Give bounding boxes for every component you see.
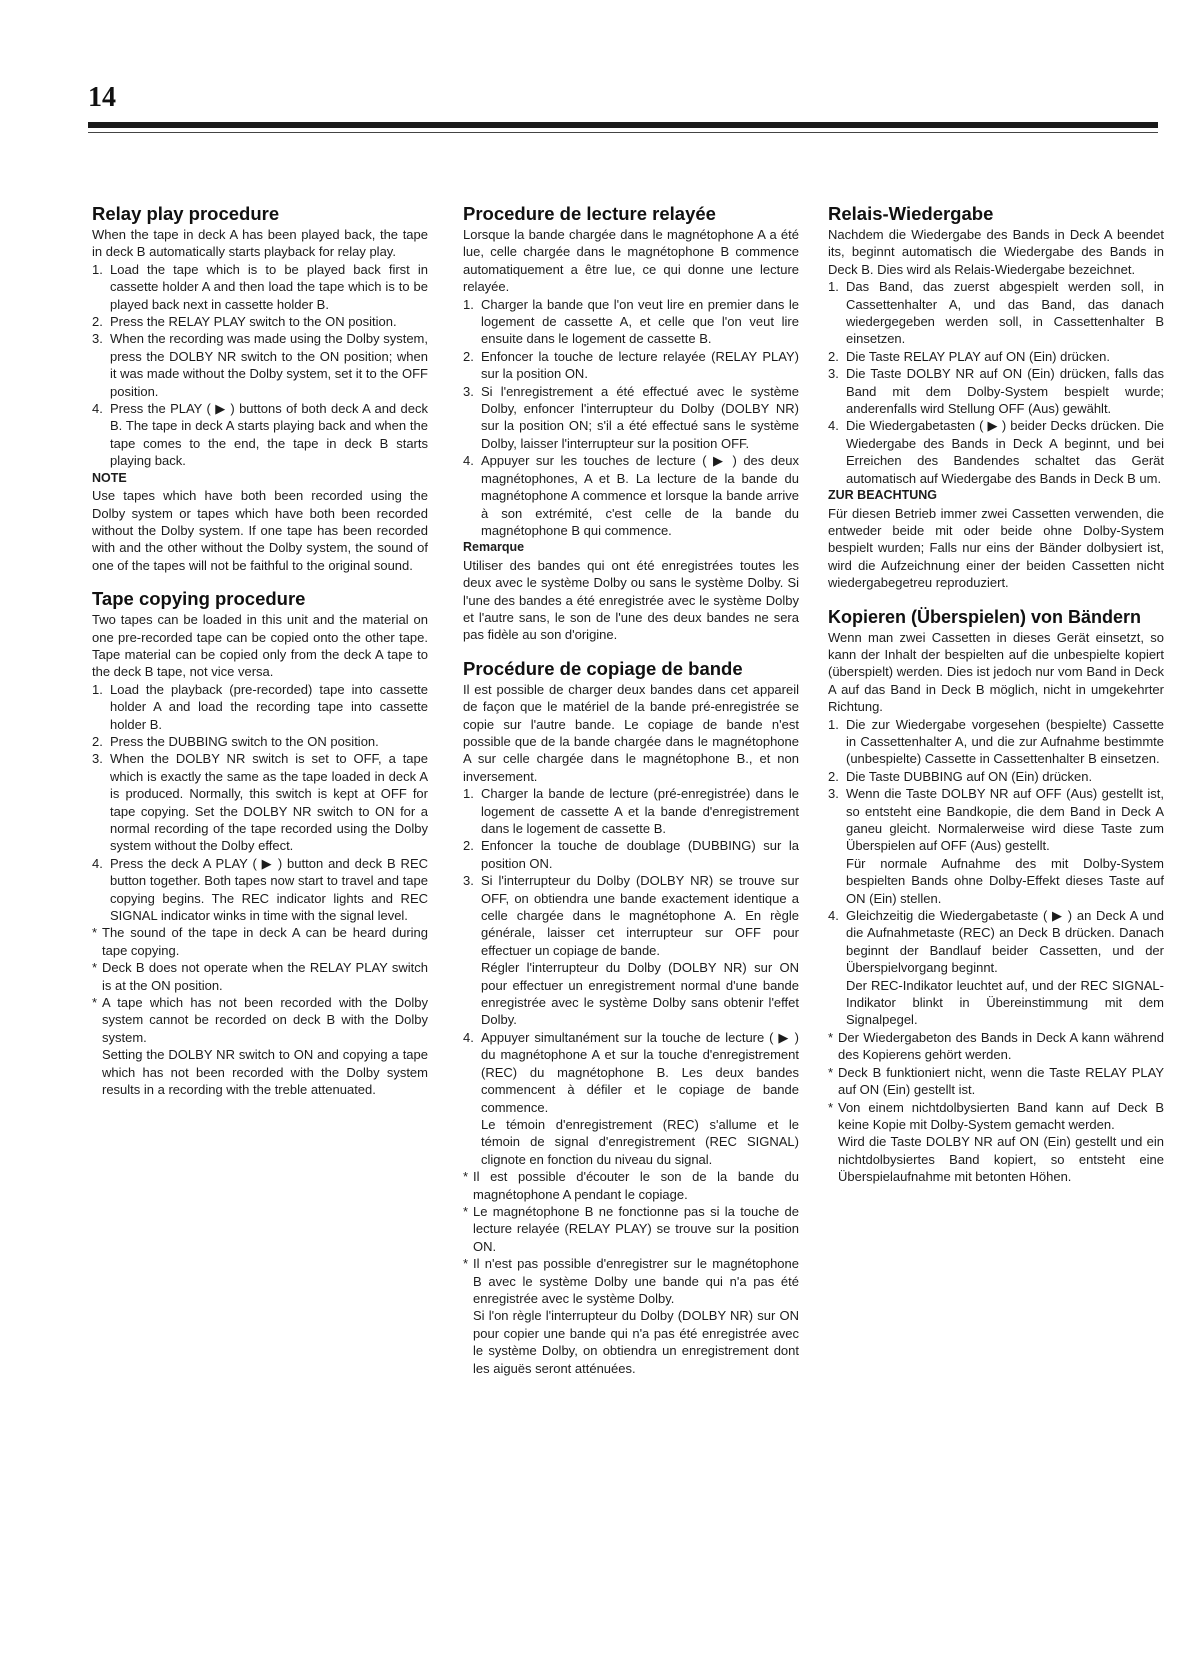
- section-title: Kopieren (Überspielen) von Bändern: [828, 606, 1142, 627]
- bullet-mark: *: [463, 1203, 469, 1219]
- list-item: [92, 261, 428, 313]
- step-text: Load the playback (pre-recorded) tape into cassette holder A and load the recording tape into cassette holder B.: [110, 681, 428, 732]
- relay-section: [463, 203, 799, 644]
- list-item: [92, 681, 428, 733]
- intro-text: When the tape in deck A has been played back, the tape in deck B automatically starts playback for relay play.: [92, 227, 428, 260]
- copy-section: [92, 588, 428, 1098]
- section-title: Relais-Wiedergabe: [828, 203, 994, 224]
- bullet-mark: *: [92, 925, 98, 941]
- column-french: [463, 203, 799, 1391]
- steps-list: [92, 681, 428, 925]
- step-number: 4.: [92, 401, 103, 417]
- step-text: Press the DUBBING switch to the ON position.: [110, 733, 379, 749]
- bullet-extra: Si l'on règle l'interrupteur du Dolby (DOLBY NR) sur ON pour copier une bande qui n'a pas été enregistrée avec le système Dolby, on obtiendra un enregistrement dont les aiguës seront atténuées.: [473, 1308, 799, 1376]
- steps-list: [828, 716, 1164, 1029]
- column-german: [828, 203, 1164, 1200]
- note-text: Utiliser des bandes qui ont été enregistrées toutes les deux avec le système Dolby ou sans le système Dolby. Si l'une des bandes a été enregistrée avec le système Dolby et l'autre sans, le son de l'une des deux bandes ne sera pas fidèle au son d'origine.: [463, 557, 799, 643]
- bullet-text: Von einem nichtdolbysierten Band kann auf Deck B keine Kopie mit Dolby-System gemacht werden. Wird die Taste DOLBY NR auf ON (Ein) gestellt und ein nichtdolbysiertes Band kopiert, so entsteht eine Überspielaufnahme mit betonten Höhen.: [838, 1099, 1164, 1185]
- step-extra: Für normale Aufnahme des mit Dolby-System bespielten Bands ohne Dolby-Effekt dieses Taste auf ON (Ein) stellen.: [846, 855, 1164, 906]
- list-item: [463, 1203, 799, 1255]
- bullet-text: The sound of the tape in deck A can be heard during tape copying.: [102, 925, 428, 958]
- step-text: Die Taste DUBBING auf ON (Ein) drücken.: [846, 768, 1093, 784]
- list-item: [463, 837, 799, 872]
- step-text: Wenn die Taste DOLBY NR auf OFF (Aus) gestellt ist, so entsteht eine Bandkopie, die dem Band in Deck A ganeu gleicht. Normalerweise wird diese Taste zum Überspielen auf OFF (Aus) gestellt. Für normale Aufnahme des mit Dolby-System bespielten Bands ohne Dolby-Effekt dieses Taste auf ON (Ein) stellen.: [846, 786, 1164, 906]
- step-number: 2.: [828, 768, 839, 784]
- step-text: Charger la bande de lecture (pré-enregistrée) dans le logement de cassette A et la bande d'enregistrement dans le logement de cassette B.: [481, 786, 799, 836]
- bullet-extra: Setting the DOLBY NR switch to ON and copying a tape which has not been recorded with the Dolby system results in a recording with the treble attenuated.: [102, 1047, 428, 1098]
- note-heading: ZUR BEACHTUNG: [828, 488, 938, 503]
- intro-text: Il est possible de charger deux bandes dans cet appareil de façon que le matériel de la bande pré-enregistrée se copie sur l'autre bande. Le copiage de bande n'est possible que de la bande chargée dans le magnétophone A sur celle chargée dans le magnétophone B., et non inversement.: [463, 681, 799, 784]
- relay-section: [92, 203, 428, 574]
- list-item: [92, 733, 428, 750]
- list-item: [463, 1168, 799, 1203]
- header-rule-thin: [88, 132, 1158, 133]
- step-text: Die zur Wiedergabe vorgesehen (bespielte) Cassette in Cassettenhalter A, und die zur Aufnahme bestimmte (unbespielte) Cassette in Cassettenhalter B einsetzen.: [846, 716, 1164, 767]
- bullet-text: Le magnétophone B ne fonctionne pas si la touche de lecture relayée (RELAY PLAY) se trouve sur la position ON.: [473, 1203, 799, 1254]
- bullet-mark: *: [828, 1029, 834, 1045]
- bullet-mark: *: [828, 1099, 834, 1115]
- step-number: 2.: [828, 348, 839, 364]
- step-number: 1.: [463, 786, 474, 802]
- bullet-mark: *: [92, 960, 98, 976]
- bullet-text: Deck B funktioniert nicht, wenn die Taste RELAY PLAY auf ON (Ein) gestellt ist.: [838, 1064, 1164, 1098]
- section-title: Tape copying procedure: [92, 588, 306, 610]
- bullet-text: Il est possible d'écouter le son de la bande du magnétophone A pendant le copiage.: [473, 1169, 799, 1202]
- step-number: 1.: [92, 681, 103, 697]
- bullet-mark: *: [92, 995, 98, 1011]
- list-item: [463, 872, 799, 1029]
- bullets-list: [463, 1168, 799, 1377]
- step-extra: Der REC-Indikator leuchtet auf, und der REC SIGNAL-Indikator blinkt in Übereinstimmung mit dem Signalpegel.: [846, 977, 1164, 1028]
- intro-text: Lorsque la bande chargée dans le magnétophone A a été lue, celle chargée dans le magnétophone B commence automatiquement a être lue, ce qui donne une lecture relayée.: [463, 227, 799, 295]
- step-number: 3.: [463, 383, 474, 399]
- bullet-mark: *: [463, 1169, 469, 1185]
- step-text: Appuyer simultanément sur la touche de lecture ( ▶ ) du magnétophone A et sur la touche d'enregistrement (REC) du magnétophone B. Les deux bandes commencent à défiler et le copiage de bande commence. Le témoin d'enregistrement (REC) s'allume et le témoin de signal d'enregistrement (REC SIGNAL) clignote en fonction du niveau du signal.: [481, 1029, 799, 1167]
- step-number: 1.: [92, 261, 103, 277]
- step-number: 4.: [828, 908, 839, 924]
- intro-text: Two tapes can be loaded in this unit and the material on one pre-recorded tape can be copied onto the other tape. Tape material can be copied only from the deck A tape to the deck B tape, not vice versa.: [92, 612, 428, 680]
- list-item: [92, 400, 428, 470]
- steps-list: [92, 261, 428, 470]
- steps-list: [828, 278, 1164, 487]
- bullets-list: [828, 1029, 1164, 1186]
- list-item: [463, 1255, 799, 1377]
- section-title: Procedure de lecture relayée: [463, 203, 716, 224]
- bullet-text: A tape which has not been recorded with the Dolby system cannot be recorded on deck B with the Dolby system. Setting the DOLBY NR switch to ON and copying a tape which has not been recorded with the Dolby system results in a recording with the treble attenuated.: [102, 995, 428, 1098]
- list-item: [828, 417, 1164, 487]
- list-item: [828, 785, 1164, 907]
- step-text: Das Band, das zuerst abgespielt werden soll, in Cassettenhalter A, und das Band, das danach wiedergegeben werden soll, in Cassettenhalter B einsetzen.: [846, 279, 1164, 347]
- step-text: Die Taste RELAY PLAY auf ON (Ein) drücken.: [846, 348, 1110, 364]
- step-text: Die Taste DOLBY NR auf ON (Ein) drücken, falls das Band mit dem Dolby-System bespielt wurde; anderenfalls wird Stellung OFF (Aus) gewählt.: [846, 366, 1164, 417]
- list-item: [463, 785, 799, 837]
- step-number: 4.: [92, 855, 103, 871]
- bullets-list: [92, 924, 428, 1098]
- list-item: [463, 383, 799, 453]
- step-text: Press the PLAY ( ▶ ) buttons of both deck A and deck B. The tape in deck A starts playing back and when the tape comes to the end, the tape in deck B starts playing back.: [110, 401, 428, 469]
- list-item: [828, 907, 1164, 1029]
- step-extra: Le témoin d'enregistrement (REC) s'allume et le témoin de signal d'enregistrement (REC SIGNAL) clignote en fonction du niveau du signal.: [481, 1116, 799, 1167]
- section-title: Procédure de copiage de bande: [463, 657, 743, 679]
- step-number: 1.: [463, 296, 474, 312]
- copy-section: [463, 658, 799, 1377]
- list-item: [828, 1099, 1164, 1186]
- step-extra: Régler l'interrupteur du Dolby (DOLBY NR) sur ON pour effectuer un enregistrement normal d'une bande enregistrée avec le système Dolby sans obtenir l'effet Dolby.: [481, 960, 799, 1028]
- step-text: Enfoncer la touche de lecture relayée (RELAY PLAY) sur la position ON.: [481, 348, 799, 382]
- list-item: [92, 924, 428, 959]
- step-number: 4.: [463, 1029, 474, 1045]
- list-item: [463, 452, 799, 539]
- bullet-extra: Wird die Taste DOLBY NR auf ON (Ein) gestellt und ein nichtdolbysiertes Band kopiert, so entsteht eine Überspielaufnahme mit betonten Höhen.: [838, 1134, 1164, 1185]
- step-text: Charger la bande que l'on veut lire en premier dans le logement de cassette A, et celle que l'on veut lire ensuite dans le logement de cassette B.: [481, 296, 799, 347]
- step-number: 2.: [92, 733, 103, 749]
- step-number: 1.: [828, 279, 839, 295]
- list-item: [92, 750, 428, 854]
- step-number: 2.: [463, 838, 474, 854]
- step-number: 3.: [463, 873, 474, 889]
- step-text: When the recording was made using the Dolby system, press the DOLBY NR switch to the ON position; when it was made without the Dolby system, set it to the OFF position.: [110, 331, 428, 399]
- list-item: [92, 959, 428, 994]
- list-item: [828, 1064, 1164, 1099]
- step-text: Load the tape which is to be played back first in cassette holder A and then load the tape which is to be played back next in cassette holder B.: [110, 261, 428, 312]
- list-item: [463, 1029, 799, 1168]
- step-number: 3.: [828, 366, 839, 382]
- step-text: Gleichzeitig die Wiedergabetaste ( ▶ ) an Deck A und die Aufnahmetaste (REC) an Deck B drücken. Danach beginnt der Bandlauf beider Cassetten, und der Überspielvorgang beginnt. Der REC-Indikator leuchtet auf, und der REC SIGNAL-Indikator blinkt in Übereinstimmung mit dem Signalpegel.: [846, 908, 1164, 1028]
- list-item: [828, 768, 1164, 785]
- steps-list: [463, 296, 799, 540]
- note-text: Für diesen Betrieb immer zwei Cassetten verwenden, die entweder beide mit oder beide ohne Dolby-System bespielt wurden; Falls nur eins der Bänder dolbysiert ist, wird die Aufzeichnung einer der beiden Cassetten nicht wiedergabegetreu reproduziert.: [828, 505, 1164, 591]
- step-text: When the DOLBY NR switch is set to OFF, a tape which is exactly the same as the tape loaded in deck A is produced. Normally, this switch is kept at OFF for tape copying. Set the DOLBY NR switch to ON for a normal recording of the tape recorded using the Dolby system without the Dolby effect.: [110, 751, 428, 854]
- section-title: Relay play procedure: [92, 203, 280, 224]
- bullet-mark: *: [828, 1064, 834, 1080]
- list-item: [463, 296, 799, 348]
- list-item: [463, 348, 799, 383]
- list-item: [92, 994, 428, 1098]
- list-item: [92, 313, 428, 330]
- step-number: 3.: [92, 751, 103, 767]
- step-text: Si l'interrupteur du Dolby (DOLBY NR) se trouve sur OFF, on obtiendra une bande exactement identique a celle chargée dans le magnétophone A. En règle générale, laisser cet interrupteur sur OFF pour effectuer un copiage de bande. Régler l'interrupteur du Dolby (DOLBY NR) sur ON pour effectuer un enregistrement normal d'une bande enregistrée avec le système Dolby sans obtenir l'effet Dolby.: [481, 873, 799, 1028]
- step-number: 4.: [463, 453, 474, 469]
- list-item: [828, 348, 1164, 365]
- bullet-text: Deck B does not operate when the RELAY PLAY switch is at the ON position.: [102, 960, 428, 993]
- column-english: [92, 203, 428, 1113]
- steps-list: [463, 785, 799, 1168]
- intro-text: Nachdem die Wiedergabe des Bands in Deck A beendet its, beginnt automatisch die Wiedergabe des Bands in Deck B. Dies wird als Relais-Wiedergabe bezeichnet.: [828, 227, 1164, 277]
- list-item: [828, 1029, 1164, 1064]
- step-number: 2.: [463, 348, 474, 364]
- step-number: 1.: [828, 716, 839, 732]
- list-item: [828, 278, 1164, 348]
- bullet-text: Der Wiedergabeton des Bands in Deck A kann während des Kopierens gehört werden.: [838, 1029, 1164, 1063]
- note-text: Use tapes which have both been recorded using the Dolby system or tapes which have both been recorded without the Dolby system. If one tape has been recorded with and the other without the Dolby system, the sound of one of the tapes will not be faithful to the original sound.: [92, 488, 428, 573]
- step-number: 3.: [92, 331, 103, 347]
- list-item: [92, 330, 428, 400]
- note-heading: Remarque: [463, 540, 525, 555]
- list-item: [828, 716, 1164, 768]
- bullet-mark: *: [463, 1256, 469, 1272]
- step-text: Press the deck A PLAY ( ▶ ) button and deck B REC button together. Both tapes now start to travel and tape copying begins. The REC indicator lights and REC SIGNAL indicator winks in time with the signal level.: [110, 855, 428, 924]
- bullet-text: Il n'est pas possible d'enregistrer sur le magnétophone B avec le système Dolby une bande qui n'a pas été enregistrée avec le système Dolby. Si l'on règle l'interrupteur du Dolby (DOLBY NR) sur ON pour copier une bande qui n'a pas été enregistrée avec le système Dolby, on obtiendra un enregistrement dont les aiguës seront atténuées.: [473, 1256, 799, 1376]
- step-number: 2.: [92, 314, 103, 330]
- step-text: Press the RELAY PLAY switch to the ON position.: [110, 314, 397, 330]
- step-text: Appuyer sur les touches de lecture ( ▶ ) des deux magnétophones, A et B. La lecture de la bande du magnétophone A commence et lorsque la bande arrive à son extrémité, c'est celle de la bande du magnétophone B qui commence.: [481, 453, 799, 538]
- page-number: 14: [88, 82, 116, 113]
- relay-section: [828, 203, 1164, 592]
- note-heading: NOTE: [92, 470, 127, 485]
- step-number: 4.: [828, 418, 839, 434]
- intro-text: Wenn man zwei Cassetten in dieses Gerät einsetzt, so kann der Inhalt der bespielten auf die unbespielte kopiert (überspielt) werden. Dies ist jedoch nur vom Band in Deck A auf das Band in Deck B möglich, nicht in umgekehrter Richtung.: [828, 629, 1164, 715]
- header-rule: [88, 122, 1158, 128]
- step-number: 3.: [828, 786, 839, 802]
- step-text: Enfoncer la touche de doublage (DUBBING) sur la position ON.: [481, 838, 799, 871]
- step-text: Si l'enregistrement a été effectué avec le système Dolby, enfoncer l'interrupteur du Dolby (DOLBY NR) sur la position ON; s'il a été effectué sans le système Dolby, laisser l'interrupteur sur la position OFF.: [481, 383, 799, 451]
- list-item: [828, 365, 1164, 417]
- copy-section: [828, 606, 1164, 1186]
- step-text: Die Wiedergabetasten ( ▶ ) beider Decks drücken. Die Wiedergabe des Bands in Deck A beginnt, und bei Erreichen des Bandendes schaltet das Gerät automatisch auf Wiedergabe des Bands in Deck B um.: [846, 418, 1164, 486]
- list-item: [92, 855, 428, 925]
